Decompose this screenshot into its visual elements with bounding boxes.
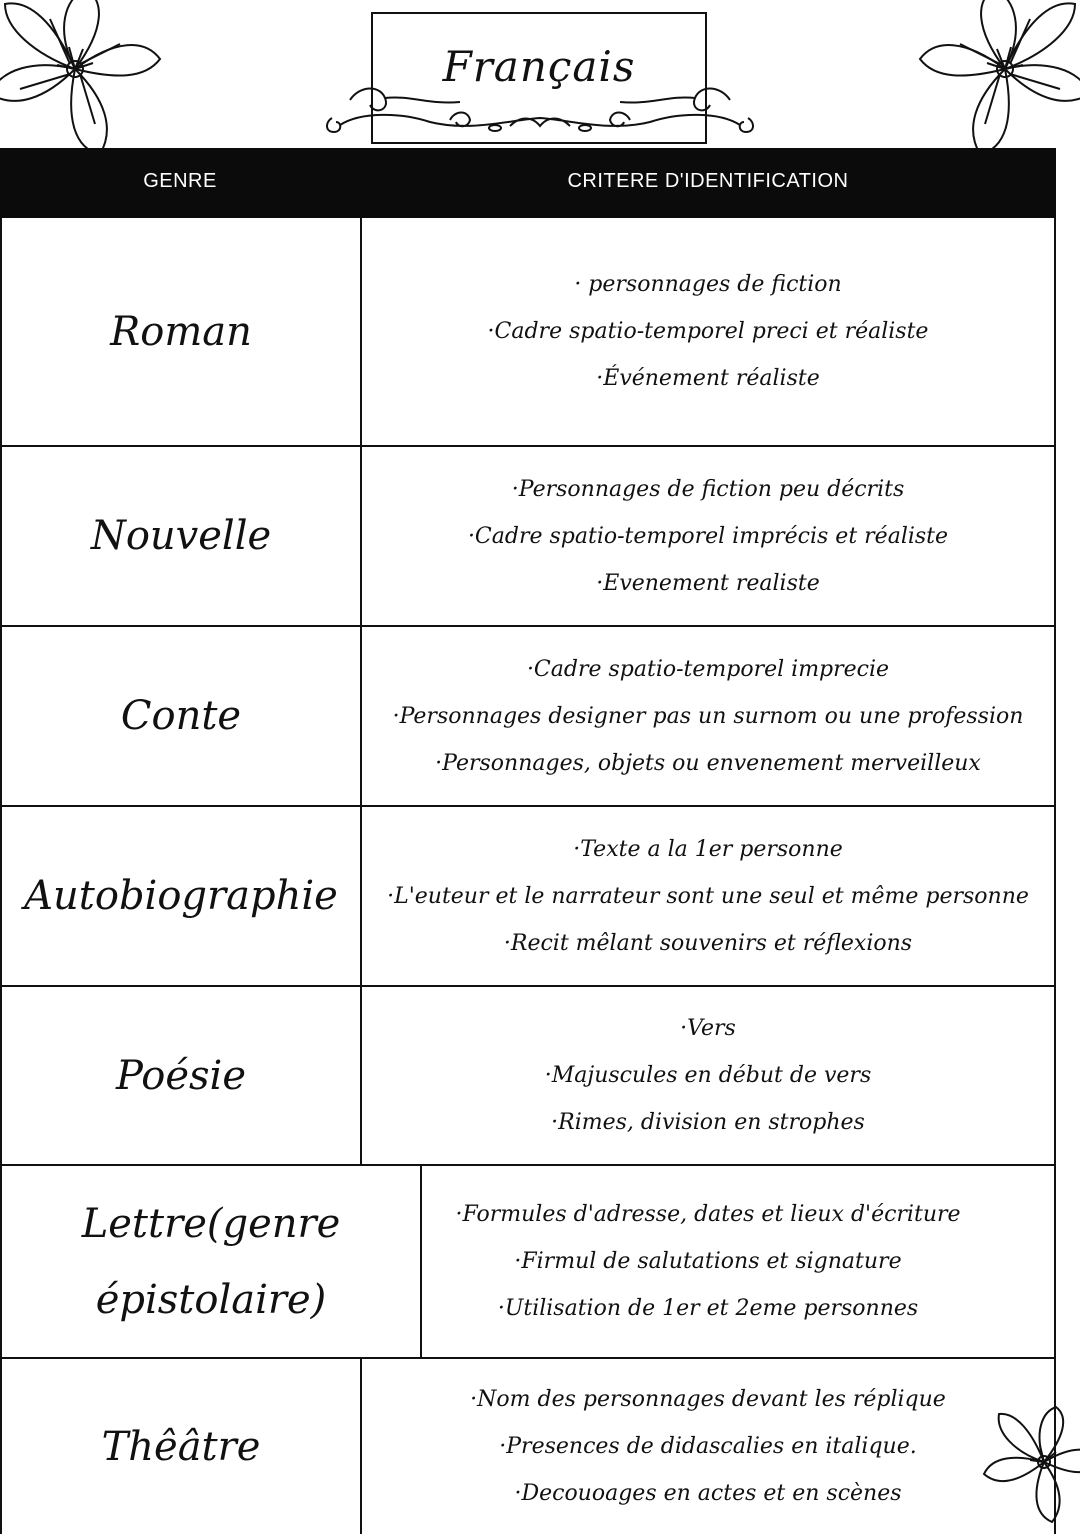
criteria-cell (362, 447, 1054, 625)
criteria-line: ·Texte a la 1er personne (573, 836, 843, 862)
criteria-line: ·Firmul de salutations et signature (514, 1249, 902, 1274)
criteria-cell (362, 627, 1054, 805)
criteria-cell (362, 1359, 1054, 1534)
genre-cell: Lettre(genre épistolaire) (2, 1166, 422, 1357)
criteria-line: ·Cadre spatio-temporel preci et réaliste (487, 319, 929, 344)
criteria-line: ·Utilisation de 1er et 2eme personnes (497, 1296, 919, 1321)
criteria-line: ·Cadre spatio-temporel imprecie (526, 656, 890, 682)
table-row (0, 447, 1056, 627)
criteria-line: ·Decouoages en actes et en scènes (514, 1481, 902, 1506)
criteria-line: ·Personnages, objets ou envenement merveilleux (435, 750, 981, 776)
criteria-line: ·Majuscules en début de vers (544, 1063, 872, 1088)
table-row (0, 987, 1056, 1166)
table-row (0, 218, 1056, 447)
criteria-line: · personnages de fiction (574, 272, 842, 297)
criteria-cell (362, 987, 1054, 1164)
criteria-line: ·Personnages designer pas un surnom ou une profession (392, 703, 1024, 729)
header-genre: GENRE (143, 170, 217, 192)
table-header (0, 148, 1056, 218)
table-row (0, 807, 1056, 987)
genre-cell: Roman (2, 218, 362, 445)
criteria-line: ·Événement réaliste (596, 366, 820, 391)
table-row (0, 1359, 1056, 1534)
criteria-line: ·Evenement realiste (596, 570, 820, 596)
criteria-line: ·Rimes, division en strophes (551, 1110, 865, 1135)
criteria-line: ·Personnages de fiction peu décrits (511, 476, 905, 502)
criteria-line: ·Presences de didascalies en italique. (499, 1434, 917, 1459)
criteria-line: ·Cadre spatio-temporel imprécis et réaliste (467, 523, 949, 549)
criteria-line: ·Formules d'adresse, dates et lieux d'écriture (455, 1202, 961, 1227)
table-row (0, 627, 1056, 807)
criteria-cell (362, 1166, 1054, 1357)
genre-cell: Thêâtre (2, 1359, 362, 1534)
page-title: Français (442, 42, 636, 91)
genre-cell: Autobiographie (2, 807, 362, 985)
table-row (0, 1166, 1056, 1359)
criteria-cell (362, 807, 1054, 985)
criteria-line: ·Nom des personnages devant les réplique (470, 1387, 946, 1412)
criteria-line: ·L'euteur et le narrateur sont une seul et même personne (387, 883, 1029, 909)
flower-icon (0, 0, 195, 169)
criteria-cell (362, 218, 1054, 445)
ornament-icon (320, 70, 760, 140)
header-criteria: CRITERE D'IDENTIFICATION (567, 170, 849, 192)
genre-cell: Poésie (2, 987, 362, 1164)
criteria-line: ·Recit mêlant souvenirs et réflexions (503, 930, 913, 956)
genre-cell: Conte (2, 627, 362, 805)
criteria-line: ·Vers (680, 1016, 736, 1041)
flower-icon (885, 0, 1080, 169)
genre-cell: Nouvelle (2, 447, 362, 625)
